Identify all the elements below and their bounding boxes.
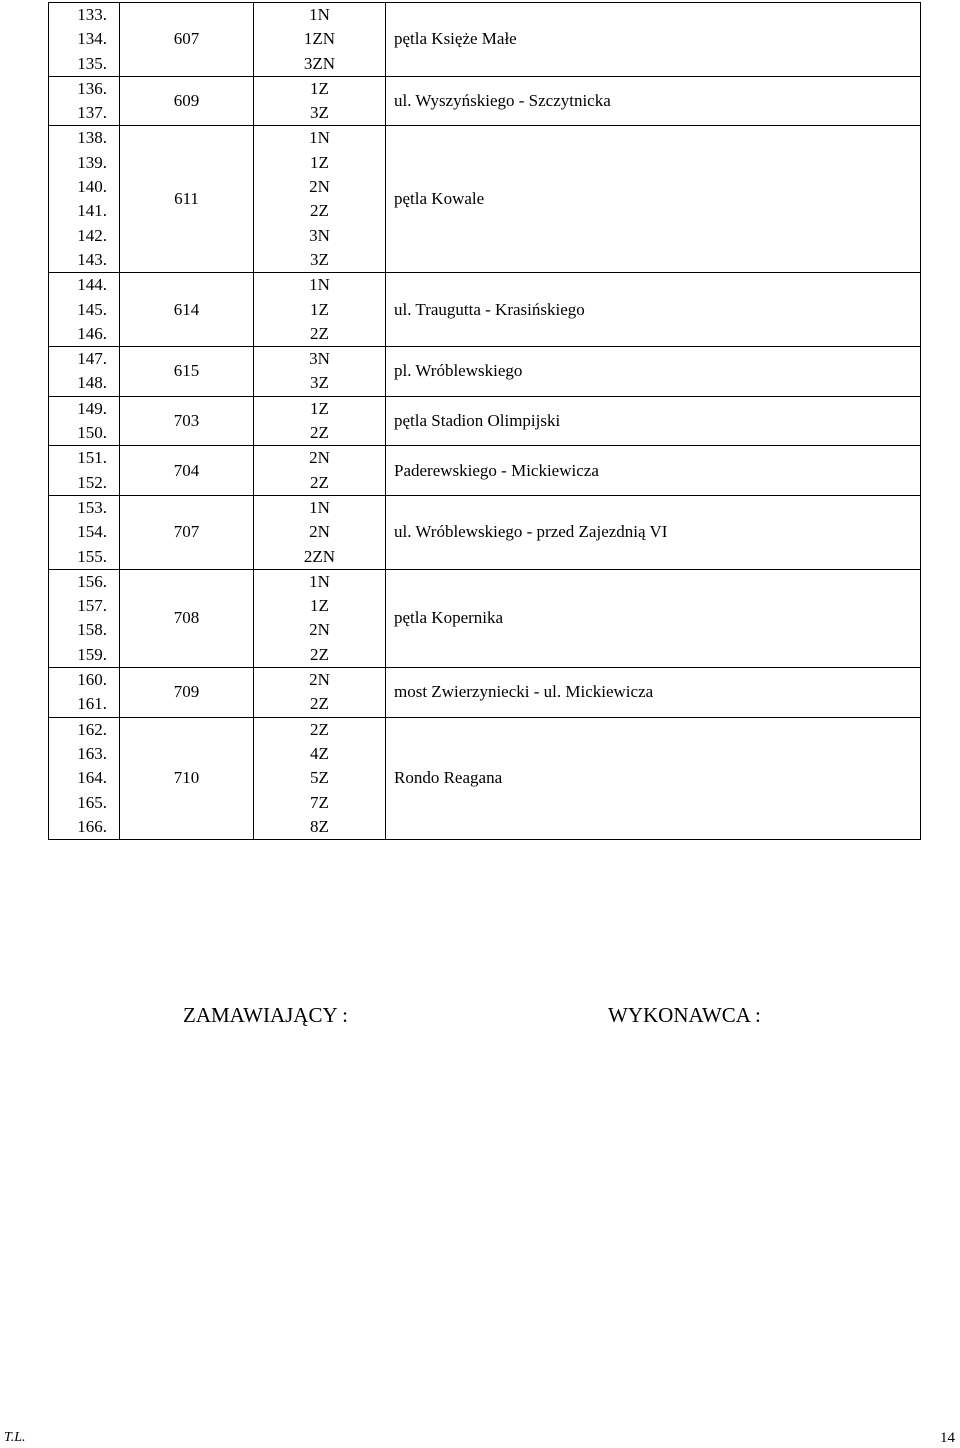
route-variant: 2ZN bbox=[303, 546, 336, 566]
table-row bbox=[49, 569, 921, 667]
row-number: 148. bbox=[77, 373, 107, 393]
row-number: 150. bbox=[77, 423, 107, 443]
row-numbers-cell bbox=[49, 569, 120, 667]
row-numbers-cell bbox=[49, 347, 120, 397]
route-variant: 1N bbox=[309, 497, 330, 517]
route-variant: 1ZN bbox=[303, 29, 336, 49]
table-row bbox=[49, 3, 921, 77]
route-variant: 1N bbox=[309, 128, 330, 148]
route-variant: 2N bbox=[309, 448, 330, 468]
row-number: 153. bbox=[77, 497, 107, 517]
stop-name-cell: pętla Stadion Olimpijski bbox=[386, 396, 921, 446]
route-variant: 1Z bbox=[310, 299, 329, 319]
stop-name-cell: ul. Wyszyńskiego - Szczytnicka bbox=[386, 76, 921, 126]
stop-name-cell: pętla Księże Małe bbox=[386, 3, 921, 77]
route-variant: 2Z bbox=[310, 472, 329, 492]
route-variant: 1Z bbox=[310, 78, 329, 98]
variants-cell bbox=[254, 273, 386, 347]
stop-name-cell: pętla Kopernika bbox=[386, 569, 921, 667]
row-number: 161. bbox=[77, 694, 107, 714]
row-number: 141. bbox=[77, 201, 107, 221]
row-number: 157. bbox=[77, 596, 107, 616]
row-number: 151. bbox=[77, 448, 107, 468]
table-row bbox=[49, 446, 921, 496]
line-number-cell: 614 bbox=[120, 273, 254, 347]
row-number: 164. bbox=[77, 768, 107, 788]
page-number: 14 bbox=[940, 1430, 955, 1446]
row-number: 165. bbox=[77, 792, 107, 812]
route-variant: 3Z bbox=[310, 249, 329, 269]
row-numbers-cell bbox=[49, 76, 120, 126]
route-table-body bbox=[49, 3, 921, 840]
route-variant: 3ZN bbox=[303, 53, 336, 73]
row-number: 142. bbox=[77, 225, 107, 245]
line-number-cell: 704 bbox=[120, 446, 254, 496]
row-number: 135. bbox=[77, 53, 107, 73]
row-numbers-cell bbox=[49, 717, 120, 839]
route-variant: 1Z bbox=[310, 398, 329, 418]
row-number: 140. bbox=[77, 177, 107, 197]
row-number: 158. bbox=[77, 620, 107, 640]
variants-cell bbox=[254, 347, 386, 397]
route-variant: 3Z bbox=[310, 103, 329, 123]
variants-cell bbox=[254, 396, 386, 446]
table-row bbox=[49, 717, 921, 839]
route-variant: 2N bbox=[309, 522, 330, 542]
variants-cell bbox=[254, 569, 386, 667]
row-numbers-cell bbox=[49, 446, 120, 496]
row-numbers-cell bbox=[49, 495, 120, 569]
variants-cell bbox=[254, 717, 386, 839]
route-variant: 8Z bbox=[310, 816, 329, 836]
line-number-cell: 611 bbox=[120, 126, 254, 273]
route-variant: 1Z bbox=[310, 152, 329, 172]
contractor-signature-label: WYKONAWCA : bbox=[608, 1003, 761, 1027]
route-variant: 2Z bbox=[310, 644, 329, 664]
row-number: 144. bbox=[77, 275, 107, 295]
route-variant: 1N bbox=[309, 275, 330, 295]
route-variant: 2Z bbox=[310, 323, 329, 343]
line-number-cell: 703 bbox=[120, 396, 254, 446]
variants-cell bbox=[254, 3, 386, 77]
row-number: 146. bbox=[77, 323, 107, 343]
row-number: 155. bbox=[77, 546, 107, 566]
row-number: 166. bbox=[77, 816, 107, 836]
variants-cell bbox=[254, 446, 386, 496]
row-number: 154. bbox=[77, 522, 107, 542]
route-variant: 2N bbox=[309, 620, 330, 640]
row-number: 149. bbox=[77, 398, 107, 418]
row-number: 133. bbox=[77, 5, 107, 24]
row-number: 160. bbox=[77, 670, 107, 690]
table-row bbox=[49, 126, 921, 273]
route-variant: 5Z bbox=[310, 768, 329, 788]
route-variant: 2Z bbox=[310, 423, 329, 443]
variants-cell bbox=[254, 495, 386, 569]
table-row bbox=[49, 495, 921, 569]
line-number-cell: 709 bbox=[120, 668, 254, 718]
stop-name-cell: Paderewskiego - Mickiewicza bbox=[386, 446, 921, 496]
row-number: 139. bbox=[77, 152, 107, 172]
row-number: 152. bbox=[77, 472, 107, 492]
row-number: 156. bbox=[77, 571, 107, 591]
route-variant: 3Z bbox=[310, 373, 329, 393]
line-number-cell: 708 bbox=[120, 569, 254, 667]
row-number: 163. bbox=[77, 743, 107, 763]
row-number: 136. bbox=[77, 78, 107, 98]
row-number: 137. bbox=[77, 103, 107, 123]
route-variant: 1Z bbox=[310, 596, 329, 616]
row-number: 134. bbox=[77, 29, 107, 49]
route-variant: 3N bbox=[309, 349, 330, 369]
table-row bbox=[49, 273, 921, 347]
table-row bbox=[49, 76, 921, 126]
row-numbers-cell bbox=[49, 3, 120, 77]
route-variant: 2N bbox=[309, 670, 330, 690]
row-number: 138. bbox=[77, 128, 107, 148]
route-variant: 1N bbox=[309, 5, 330, 24]
stop-name-cell: most Zwierzyniecki - ul. Mickiewicza bbox=[386, 668, 921, 718]
route-table bbox=[48, 2, 921, 840]
line-number-cell: 609 bbox=[120, 76, 254, 126]
orderer-signature-label: ZAMAWIAJĄCY : bbox=[183, 1003, 348, 1027]
line-number-cell: 607 bbox=[120, 3, 254, 77]
stop-name-cell: ul. Wróblewskiego - przed Zajezdnią VI bbox=[386, 495, 921, 569]
table-row bbox=[49, 347, 921, 397]
footer-initials: T.L. bbox=[4, 1430, 26, 1445]
row-numbers-cell bbox=[49, 273, 120, 347]
stop-name-cell: Rondo Reagana bbox=[386, 717, 921, 839]
route-variant: 2Z bbox=[310, 694, 329, 714]
row-numbers-cell bbox=[49, 396, 120, 446]
row-number: 159. bbox=[77, 644, 107, 664]
line-number-cell: 615 bbox=[120, 347, 254, 397]
row-number: 145. bbox=[77, 299, 107, 319]
row-numbers-cell bbox=[49, 126, 120, 273]
line-number-cell: 707 bbox=[120, 495, 254, 569]
row-numbers-cell bbox=[49, 668, 120, 718]
route-variant: 4Z bbox=[310, 743, 329, 763]
row-number: 147. bbox=[77, 349, 107, 369]
line-number-cell: 710 bbox=[120, 717, 254, 839]
variants-cell bbox=[254, 126, 386, 273]
route-variant: 2Z bbox=[310, 719, 329, 739]
route-variant: 7Z bbox=[310, 792, 329, 812]
variants-cell bbox=[254, 76, 386, 126]
row-number: 143. bbox=[77, 249, 107, 269]
variants-cell bbox=[254, 668, 386, 718]
table-row bbox=[49, 396, 921, 446]
stop-name-cell: ul. Traugutta - Krasińskiego bbox=[386, 273, 921, 347]
row-number: 162. bbox=[77, 719, 107, 739]
stop-name-cell: pl. Wróblewskiego bbox=[386, 347, 921, 397]
route-variant: 3N bbox=[309, 225, 330, 245]
route-variant: 2N bbox=[309, 177, 330, 197]
route-variant: 2Z bbox=[310, 201, 329, 221]
stop-name-cell: pętla Kowale bbox=[386, 126, 921, 273]
route-variant: 1N bbox=[309, 571, 330, 591]
table-row bbox=[49, 668, 921, 718]
